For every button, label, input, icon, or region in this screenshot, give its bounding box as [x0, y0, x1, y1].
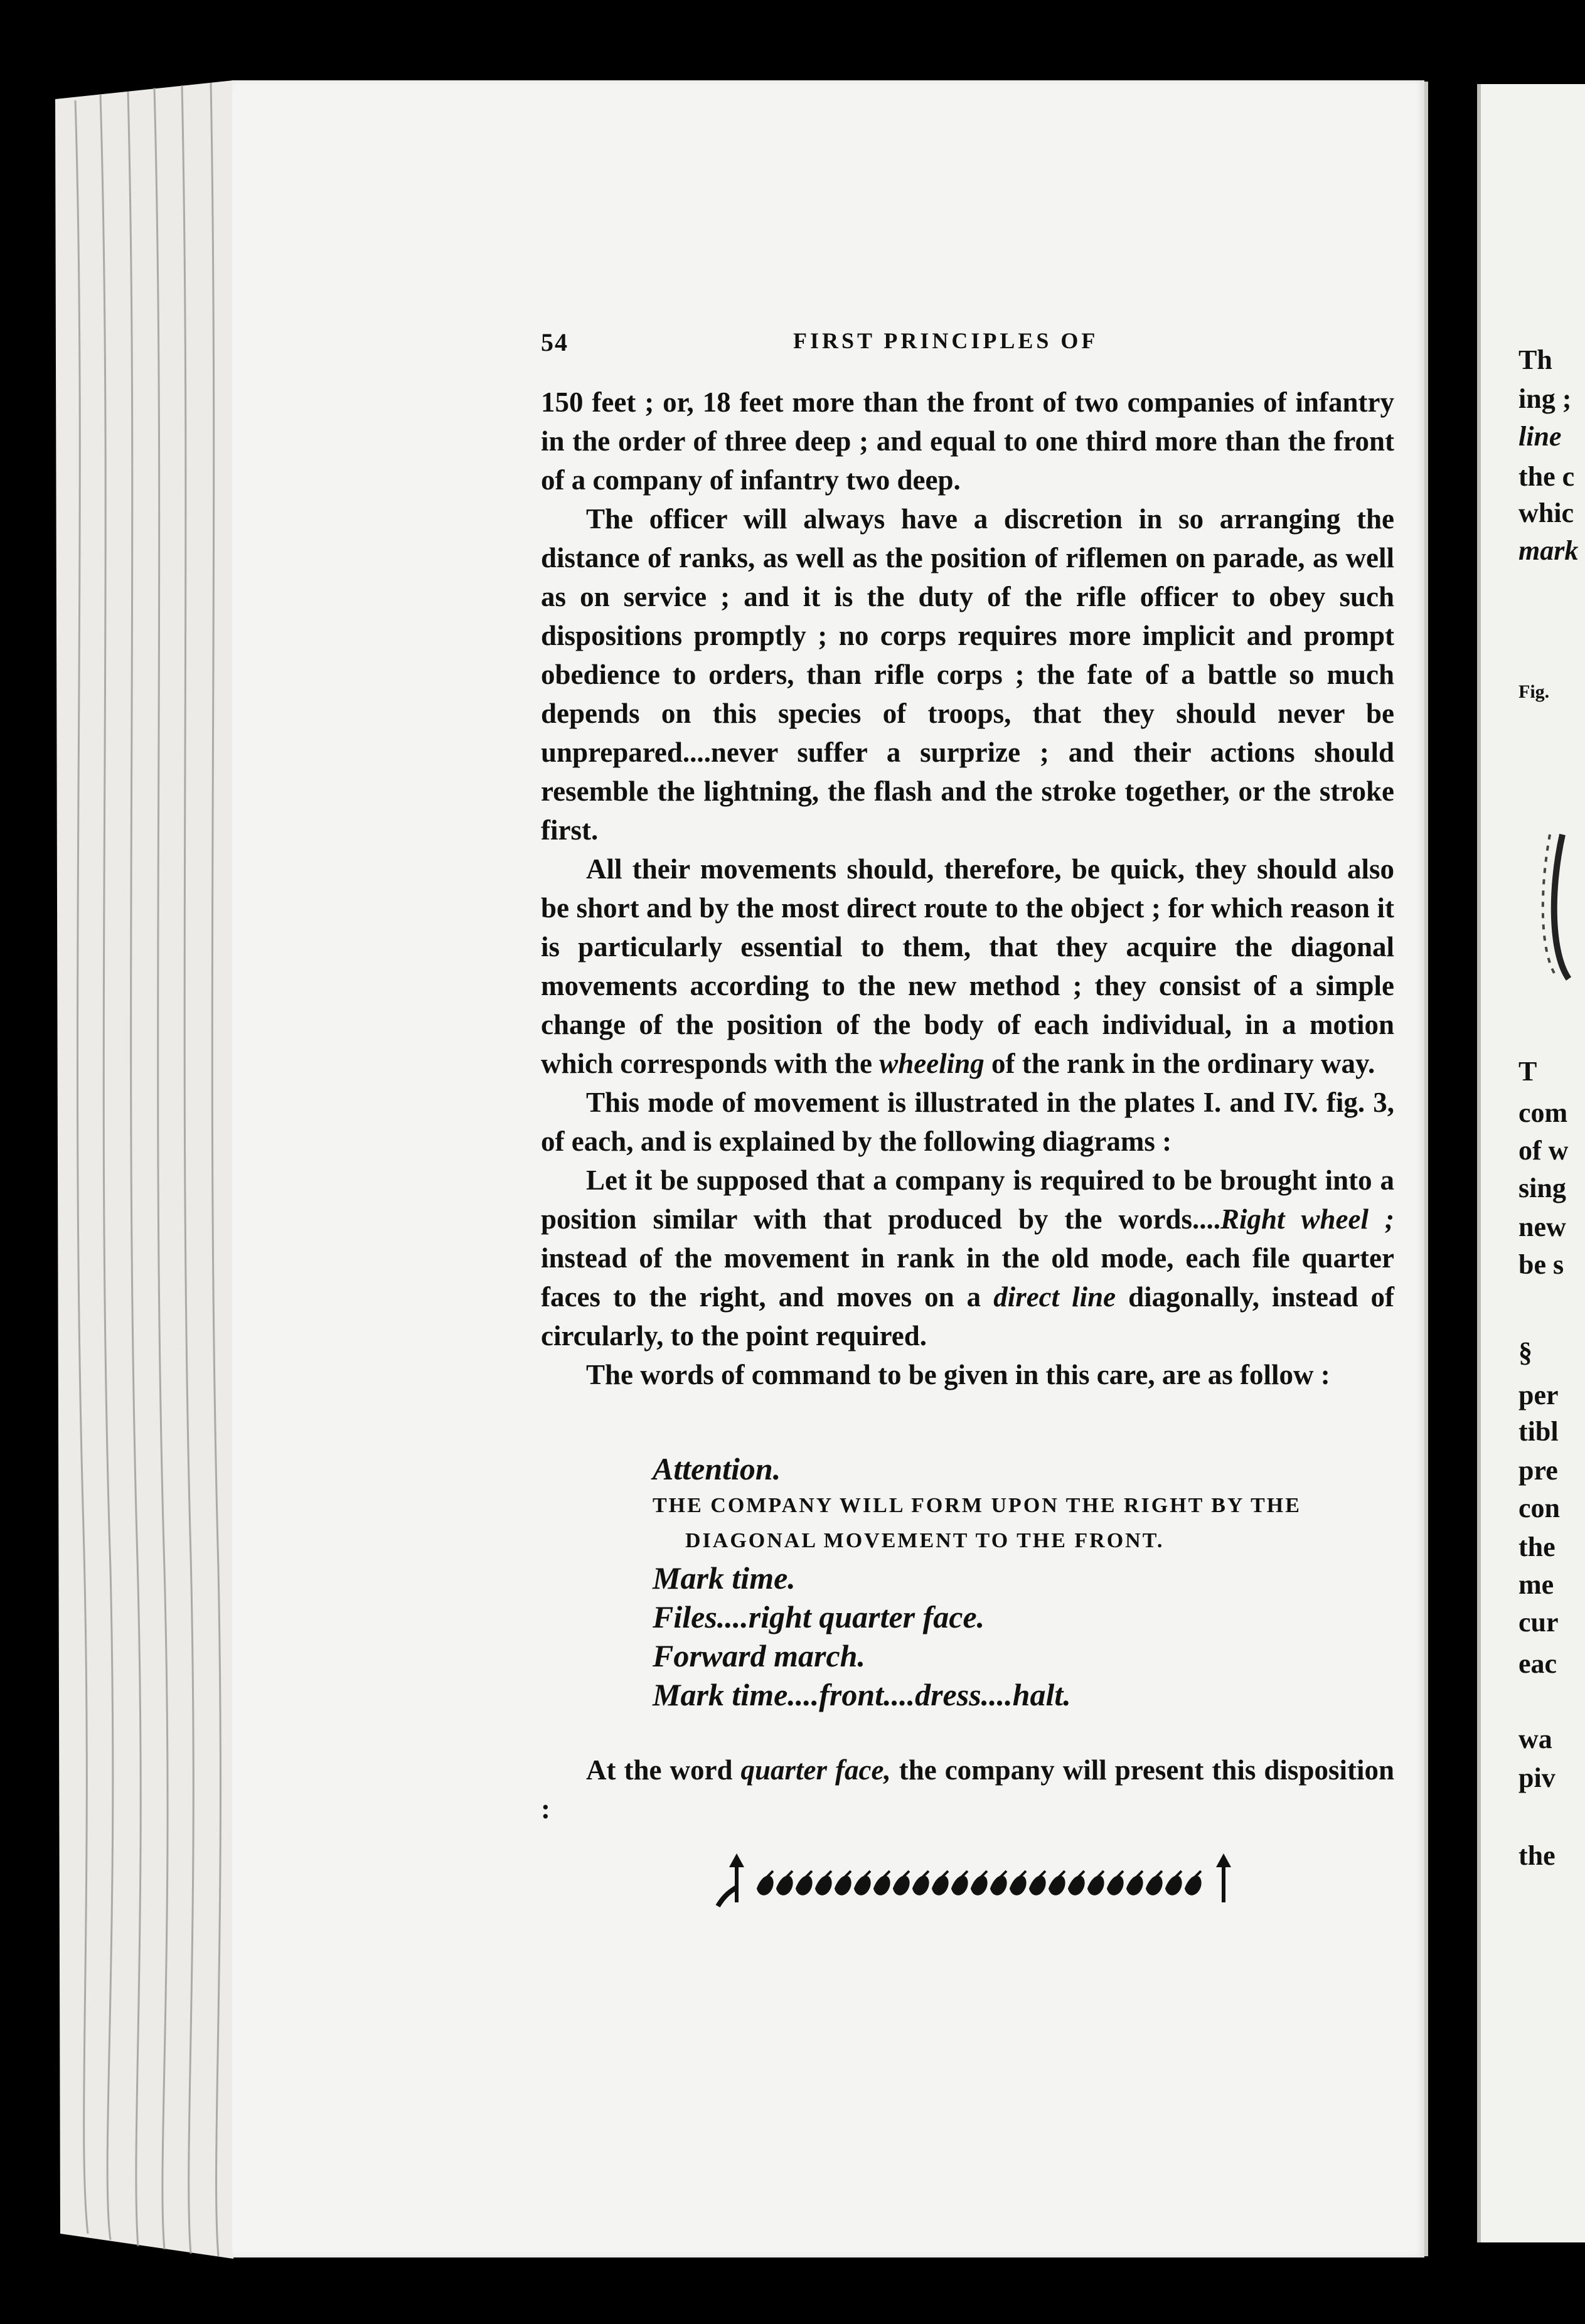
file-mark [1089, 1871, 1104, 1894]
right-page-fragment: Th [1518, 344, 1552, 375]
paragraph-2: The officer will always have a discretion in so arranging the distance of ranks, as well as the position of riflemen on parade, as well as on service ; and it is the duty of the rifle officer to obey such dispositions promptly ; no corps requires more implicit and prompt obedience to orders, than rifle corps ; the fate of a battle so much depends on this species of troops, that they should never be unprepared....never suffer a surprize ; and their actions should resemble the lightning, the flash and the stroke together, or the stroke first. [541, 503, 1394, 846]
file-mark [758, 1871, 773, 1894]
right-page-fragment: Fig. [1518, 681, 1550, 702]
right-page-fragment: mark [1518, 535, 1579, 566]
right-page-fragment: piv [1518, 1762, 1556, 1793]
command-attention: Attention. [653, 1451, 781, 1486]
file-mark [894, 1871, 909, 1894]
right-page-fragment: cur [1518, 1607, 1559, 1638]
right-page-fragment: ing ; [1518, 383, 1572, 414]
file-mark [1166, 1871, 1182, 1894]
right-page-fragment: the c [1518, 461, 1575, 492]
file-mark [777, 1871, 793, 1894]
paragraph-5-text: Let it be supposed that a company is required to be brought into a position similar with that produced by the words.... [541, 1165, 1394, 1235]
right-page-fragment: line [1518, 421, 1562, 452]
closing-paragraph [541, 1751, 1394, 1828]
page-number: 54 [541, 328, 568, 356]
paragraph-4: This mode of movement is illustrated in the plates I. and IV. fig. 3, of each, and is explained by the following diagrams : [541, 1087, 1394, 1157]
right-page-fragment: new [1518, 1212, 1566, 1242]
right-page-fragment: tibl [1518, 1416, 1559, 1447]
file-mark [933, 1871, 948, 1894]
paragraph-5-tail: diagonally, instead of circularly, to the point required. [541, 1281, 1394, 1351]
command-files: Files....right quarter face. [653, 1599, 985, 1634]
paragraph-3-tail: of the rank in the ordinary way. [984, 1048, 1375, 1079]
right-page-fragment: eac [1518, 1648, 1557, 1679]
file-mark [1030, 1871, 1045, 1894]
paragraph-6: The words of command to be given in this care, are as follow : [586, 1359, 1330, 1390]
right-page-fragment: be s [1518, 1249, 1564, 1280]
right-page-fragment: me [1518, 1569, 1554, 1600]
quarter-face-diagram [714, 1852, 1247, 1909]
command-mark-time: Mark time. [653, 1560, 796, 1596]
italic-right-wheel: Right wheel ; [1220, 1203, 1394, 1235]
command-caps-line-1: THE COMPANY WILL FORM UPON THE RIGHT BY THE [653, 1494, 1301, 1517]
file-mark [953, 1871, 968, 1894]
right-page-fragment: T [1518, 1056, 1537, 1087]
file-mark [1147, 1871, 1162, 1894]
right-page-fragment: the [1518, 1532, 1556, 1562]
file-mark [991, 1871, 1006, 1894]
paragraph-1: 150 feet ; or, 18 feet more than the front of two companies of infantry in the order of three deep ; and equal to one third more than the front of a company of infantry two deep. [541, 386, 1394, 496]
closing-text-a: At the word [586, 1754, 741, 1786]
paragraph-5 [541, 1161, 1394, 1355]
left-guide-arrow [718, 1853, 744, 1906]
italic-quarter-face: quarter face, [740, 1754, 891, 1786]
paragraph-5-mid: instead of the movement in rank in the old mode, each file quarter faces to the right, and moves on a [541, 1242, 1394, 1313]
file-mark [1011, 1871, 1026, 1894]
paragraph-3-text: All their movements should, therefore, be quick, they should also be short and by the most direct route to the object ; for which reason it is particularly essential to them, that they acquire the diagonal movements according to the new method ; they consist of a simple change of the position of the body of each individual, in a motion which corresponds with the [541, 853, 1394, 1079]
file-mark [1069, 1871, 1084, 1894]
file-mark [972, 1871, 987, 1894]
paragraph-3 [541, 850, 1394, 1083]
command-forward-march: Forward march. [653, 1638, 865, 1673]
file-mark [1186, 1871, 1201, 1894]
right-guide-arrow [1216, 1853, 1231, 1902]
right-page-fragment: wa [1518, 1724, 1552, 1754]
closing-text-b: the company will present this disposition : [541, 1754, 1394, 1825]
file-mark [914, 1871, 929, 1894]
command-final: Mark time....front....dress....halt. [653, 1677, 1071, 1712]
italic-wheeling: wheeling [879, 1048, 985, 1079]
right-page-fragment: § [1518, 1337, 1532, 1368]
right-page-fragment: whic [1518, 498, 1574, 528]
right-page-fragment: per [1518, 1380, 1559, 1410]
right-page-fragment: com [1518, 1097, 1568, 1128]
right-page-fragment: pre [1518, 1455, 1558, 1486]
file-mark [875, 1871, 890, 1894]
file-mark [1050, 1871, 1065, 1894]
body-text [541, 383, 1394, 1394]
file-mark [855, 1871, 870, 1894]
file-mark [797, 1871, 812, 1894]
right-page-fragment: con [1518, 1493, 1560, 1523]
right-page-fragment: the [1518, 1840, 1556, 1871]
right-page-fragment: of w [1518, 1135, 1569, 1166]
file-mark [1108, 1871, 1123, 1894]
italic-direct-line: direct line [993, 1281, 1116, 1313]
file-mark [1128, 1871, 1143, 1894]
words-of-command [653, 1449, 1393, 1714]
command-caps-line-2: DIAGONAL MOVEMENT TO THE FRONT. [685, 1529, 1165, 1552]
running-head: FIRST PRINCIPLES OF [793, 328, 1099, 353]
file-marks [758, 1871, 1201, 1894]
right-page-fragment: sing [1518, 1173, 1566, 1203]
file-mark [816, 1871, 831, 1894]
file-mark [836, 1871, 851, 1894]
